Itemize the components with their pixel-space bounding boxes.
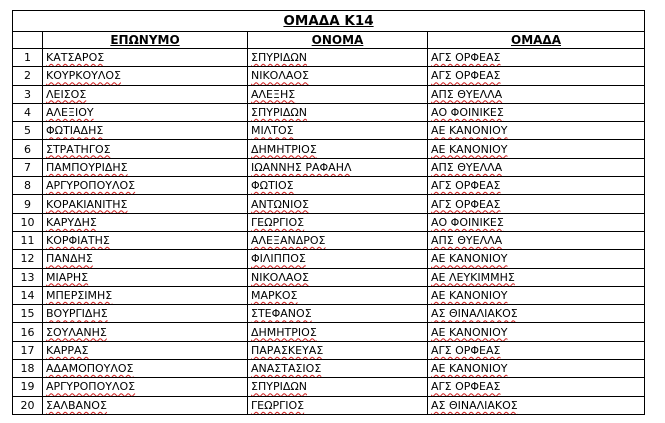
- first-name-cell: [248, 49, 428, 67]
- table-row: [13, 250, 645, 268]
- first-name-cell: [248, 177, 428, 195]
- header-name: ΟΝΟΜΑ: [248, 32, 428, 49]
- row-number: [13, 85, 43, 103]
- row-number: [13, 158, 43, 176]
- row-number-text: 2: [24, 69, 31, 83]
- team-cell: [428, 67, 645, 85]
- row-number-text: 10: [20, 215, 35, 229]
- team-cell: [428, 305, 645, 323]
- team-cell: [428, 140, 645, 158]
- surname-cell: [43, 122, 248, 140]
- team-cell-text: ΑΕ ΚΑΝΟΝΙΟΥ: [431, 362, 508, 376]
- team-cell: [428, 85, 645, 103]
- row-number-text: 3: [24, 87, 31, 101]
- row-number-text: 8: [24, 179, 31, 193]
- first-name-cell-text: ΣΠΥΡΙΔΩΝ: [251, 106, 307, 120]
- team-cell-text: ΑΠΣ ΘΥΕΛΛΑ: [431, 160, 503, 174]
- team-cell: [428, 122, 645, 140]
- first-name-cell: [248, 250, 428, 268]
- team-cell: [428, 268, 645, 286]
- roster-body: [13, 49, 645, 415]
- row-number: [13, 231, 43, 249]
- team-cell-text: ΑΣ ΘΙΝΑΛΙΑΚΟΣ: [431, 307, 518, 321]
- team-cell-text: ΑΟ ΦΟΙΝΙΚΕΣ: [431, 215, 504, 229]
- team-cell-text: ΑΠΣ ΘΥΕΛΛΑ: [431, 87, 503, 101]
- table-title: ΟΜΑΔΑ Κ14: [13, 11, 645, 32]
- team-cell-text: ΑΠΣ ΘΥΕΛΛΑ: [431, 234, 503, 248]
- row-number-text: 15: [20, 307, 35, 321]
- surname-cell-text: ΣΟΥΛΑΝΗΣ: [46, 325, 107, 339]
- team-cell-text: ΑΕ ΚΑΝΟΝΙΟΥ: [431, 142, 508, 156]
- team-cell: [428, 378, 645, 396]
- table-row: [13, 360, 645, 378]
- first-name-cell: [248, 158, 428, 176]
- first-name-cell: [248, 341, 428, 359]
- team-cell-text: ΑΕ ΚΑΝΟΝΙΟΥ: [431, 252, 508, 266]
- first-name-cell-text: ΑΝΑΣΤΑΣΙΟΣ: [251, 362, 322, 376]
- first-name-cell: [248, 213, 428, 231]
- first-name-cell-text: ΝΙΚΟΛΑΟΣ: [251, 69, 310, 83]
- surname-cell: [43, 286, 248, 304]
- surname-cell-text: ΚΟΡΑΚΙΑΝΙΤΗΣ: [46, 197, 128, 211]
- table-row: [13, 67, 645, 85]
- surname-cell-text: ΠΑΜΠΟΥΡΙΔΗΣ: [46, 160, 128, 174]
- surname-cell-text: ΑΛΕΞΙΟΥ: [46, 106, 94, 120]
- team-cell-text: ΑΓΣ ΟΡΦΕΑΣ: [431, 51, 501, 65]
- team-cell-text: ΑΕ ΚΑΝΟΝΙΟΥ: [431, 289, 508, 302]
- table-row: [13, 195, 645, 213]
- first-name-cell-text: ΑΝΤΩΝΙΟΣ: [251, 197, 309, 211]
- table-row: [13, 140, 645, 158]
- surname-cell: [43, 250, 248, 268]
- row-number-text: 14: [20, 289, 35, 302]
- table-row: [13, 103, 645, 121]
- row-number: [13, 122, 43, 140]
- surname-cell-text: ΑΡΓΥΡΟΠΟΥΛΟΣ: [46, 380, 136, 394]
- first-name-cell: [248, 360, 428, 378]
- row-number: [13, 177, 43, 195]
- row-number: [13, 396, 43, 414]
- table-row: [13, 341, 645, 359]
- surname-cell-text: ΑΡΓΥΡΟΠΟΥΛΟΣ: [46, 179, 136, 193]
- first-name-cell-text: ΦΙΛΙΠΠΟΣ: [251, 252, 306, 266]
- team-cell-text: ΑΓΣ ΟΡΦΕΑΣ: [431, 343, 501, 357]
- row-number-text: 4: [24, 106, 31, 120]
- team-cell-text: ΑΣ ΘΙΝΑΛΙΑΚΟΣ: [431, 398, 518, 412]
- header-row: [13, 32, 645, 49]
- first-name-cell-text: ΣΠΥΡΙΔΩΝ: [251, 380, 307, 394]
- first-name-cell-text: ΣΤΕΦΑΝΟΣ: [251, 307, 312, 321]
- title-row: [13, 11, 645, 32]
- team-cell-text: ΑΕ ΚΑΝΟΝΙΟΥ: [431, 325, 508, 339]
- row-number-text: 19: [20, 380, 35, 394]
- first-name-cell: [248, 305, 428, 323]
- first-name-cell-text: ΔΗΜΗΤΡΙΟΣ: [251, 142, 317, 156]
- surname-cell: [43, 396, 248, 414]
- surname-cell: [43, 231, 248, 249]
- header-number: [13, 32, 43, 49]
- row-number-text: 6: [24, 142, 31, 156]
- surname-cell-text: ΚΟΡΦΙΑΤΗΣ: [46, 234, 110, 248]
- first-name-cell-text: ΔΗΜΗΤΡΙΟΣ: [251, 325, 317, 339]
- surname-cell: [43, 378, 248, 396]
- first-name-cell-text: ΓΕΩΡΓΙΟΣ: [251, 398, 305, 412]
- first-name-cell: [248, 231, 428, 249]
- team-cell: [428, 396, 645, 414]
- surname-cell-text: ΣΑΛΒΑΝΟΣ: [46, 398, 107, 412]
- surname-cell: [43, 305, 248, 323]
- team-cell-text: ΑΓΣ ΟΡΦΕΑΣ: [431, 179, 501, 193]
- first-name-cell-text: ΙΩΑΝΝΗΣ ΡΑΦΑΗΛ: [251, 160, 352, 174]
- table-row: [13, 378, 645, 396]
- row-number-text: 12: [20, 252, 35, 266]
- team-cell: [428, 213, 645, 231]
- surname-cell-text: ΠΑΝΔΗΣ: [46, 252, 93, 266]
- roster-table: [12, 10, 645, 415]
- first-name-cell: [248, 286, 428, 304]
- table-row: [13, 286, 645, 304]
- team-cell: [428, 286, 645, 304]
- row-number-text: 1: [24, 51, 31, 65]
- first-name-cell-text: ΜΑΡΚΟΣ: [251, 289, 298, 302]
- team-cell: [428, 195, 645, 213]
- table-row: [13, 177, 645, 195]
- surname-cell: [43, 323, 248, 341]
- table-row: [13, 122, 645, 140]
- row-number-text: 5: [24, 124, 31, 138]
- first-name-cell: [248, 268, 428, 286]
- row-number: [13, 341, 43, 359]
- table-row: [13, 85, 645, 103]
- first-name-cell-text: ΠΑΡΑΣΚΕΥΑΣ: [251, 343, 324, 357]
- team-cell: [428, 103, 645, 121]
- surname-cell: [43, 360, 248, 378]
- surname-cell: [43, 85, 248, 103]
- row-number: [13, 49, 43, 67]
- team-cell: [428, 341, 645, 359]
- table-row: [13, 49, 645, 67]
- first-name-cell: [248, 378, 428, 396]
- surname-cell-text: ΒΟΥΡΓΙΔΗΣ: [46, 307, 108, 321]
- header-surname: ΕΠΩΝΥΜΟ: [43, 32, 248, 49]
- surname-cell-text: ΚΑΤΣΑΡΟΣ: [46, 51, 105, 65]
- row-number: [13, 286, 43, 304]
- table-row: [13, 268, 645, 286]
- surname-cell-text: ΚΟΥΡΚΟΥΛΟΣ: [46, 69, 121, 83]
- row-number: [13, 378, 43, 396]
- first-name-cell-text: ΑΛΕΞΗΣ: [251, 87, 296, 101]
- team-cell-text: ΑΓΣ ΟΡΦΕΑΣ: [431, 380, 501, 394]
- surname-cell: [43, 195, 248, 213]
- row-number-text: 11: [20, 234, 35, 248]
- first-name-cell: [248, 195, 428, 213]
- first-name-cell-text: ΓΕΩΡΓΙΟΣ: [251, 215, 305, 229]
- surname-cell-text: ΑΔΑΜΟΠΟΥΛΟΣ: [46, 362, 134, 376]
- team-cell-text: ΑΕ ΚΑΝΟΝΙΟΥ: [431, 124, 508, 138]
- surname-cell: [43, 103, 248, 121]
- team-cell: [428, 158, 645, 176]
- table-row: [13, 305, 645, 323]
- row-number: [13, 360, 43, 378]
- table-row: [13, 213, 645, 231]
- row-number-text: 18: [20, 362, 35, 376]
- surname-cell-text: ΜΠΕΡΣΙΜΗΣ: [46, 289, 113, 302]
- row-number: [13, 67, 43, 85]
- team-roster-sheet: [12, 10, 644, 415]
- row-number-text: 16: [20, 325, 35, 339]
- team-cell: [428, 323, 645, 341]
- surname-cell-text: ΚΑΡΡΑΣ: [46, 343, 89, 357]
- row-number: [13, 213, 43, 231]
- first-name-cell-text: ΦΩΤΙΟΣ: [251, 179, 294, 193]
- surname-cell: [43, 341, 248, 359]
- table-row: [13, 323, 645, 341]
- team-cell-text: ΑΕ ΛΕΥΚΙΜΜΗΣ: [431, 270, 515, 284]
- team-cell: [428, 360, 645, 378]
- team-cell-text: ΑΓΣ ΟΡΦΕΑΣ: [431, 197, 501, 211]
- team-cell: [428, 250, 645, 268]
- surname-cell-text: ΦΩΤΙΑΔΗΣ: [46, 124, 104, 138]
- surname-cell: [43, 213, 248, 231]
- surname-cell: [43, 140, 248, 158]
- team-cell: [428, 49, 645, 67]
- row-number: [13, 195, 43, 213]
- row-number: [13, 250, 43, 268]
- row-number: [13, 323, 43, 341]
- team-cell: [428, 231, 645, 249]
- surname-cell: [43, 177, 248, 195]
- surname-cell: [43, 158, 248, 176]
- surname-cell: [43, 49, 248, 67]
- surname-cell-text: ΣΤΡΑΤΗΓΟΣ: [46, 142, 111, 156]
- row-number: [13, 140, 43, 158]
- first-name-cell-text: ΜΙΛΤΟΣ: [251, 124, 294, 138]
- row-number-text: 9: [24, 197, 31, 211]
- surname-cell: [43, 67, 248, 85]
- surname-cell-text: ΜΙΑΡΗΣ: [46, 270, 89, 284]
- row-number-text: 17: [20, 343, 35, 357]
- first-name-cell: [248, 67, 428, 85]
- team-cell: [428, 177, 645, 195]
- row-number-text: 7: [24, 160, 31, 174]
- row-number-text: 13: [20, 270, 35, 284]
- team-cell-text: ΑΟ ΦΟΙΝΙΚΕΣ: [431, 106, 504, 120]
- surname-cell: [43, 268, 248, 286]
- first-name-cell-text: ΝΙΚΟΛΑΟΣ: [251, 270, 310, 284]
- surname-cell-text: ΚΑΡΥΔΗΣ: [46, 215, 97, 229]
- first-name-cell: [248, 140, 428, 158]
- first-name-cell: [248, 396, 428, 414]
- row-number: [13, 268, 43, 286]
- first-name-cell: [248, 122, 428, 140]
- first-name-cell-text: ΑΛΕΞΑΝΔΡΟΣ: [251, 234, 326, 248]
- first-name-cell: [248, 323, 428, 341]
- surname-cell-text: ΛΕΙΣΟΣ: [46, 87, 87, 101]
- table-row: [13, 396, 645, 414]
- header-team: ΟΜΑΔΑ: [428, 32, 645, 49]
- first-name-cell: [248, 103, 428, 121]
- first-name-cell: [248, 85, 428, 103]
- table-row: [13, 158, 645, 176]
- row-number: [13, 103, 43, 121]
- team-cell-text: ΑΓΣ ΟΡΦΕΑΣ: [431, 69, 501, 83]
- row-number-text: 20: [20, 398, 35, 412]
- row-number: [13, 305, 43, 323]
- first-name-cell-text: ΣΠΥΡΙΔΩΝ: [251, 51, 307, 65]
- table-row: [13, 231, 645, 249]
